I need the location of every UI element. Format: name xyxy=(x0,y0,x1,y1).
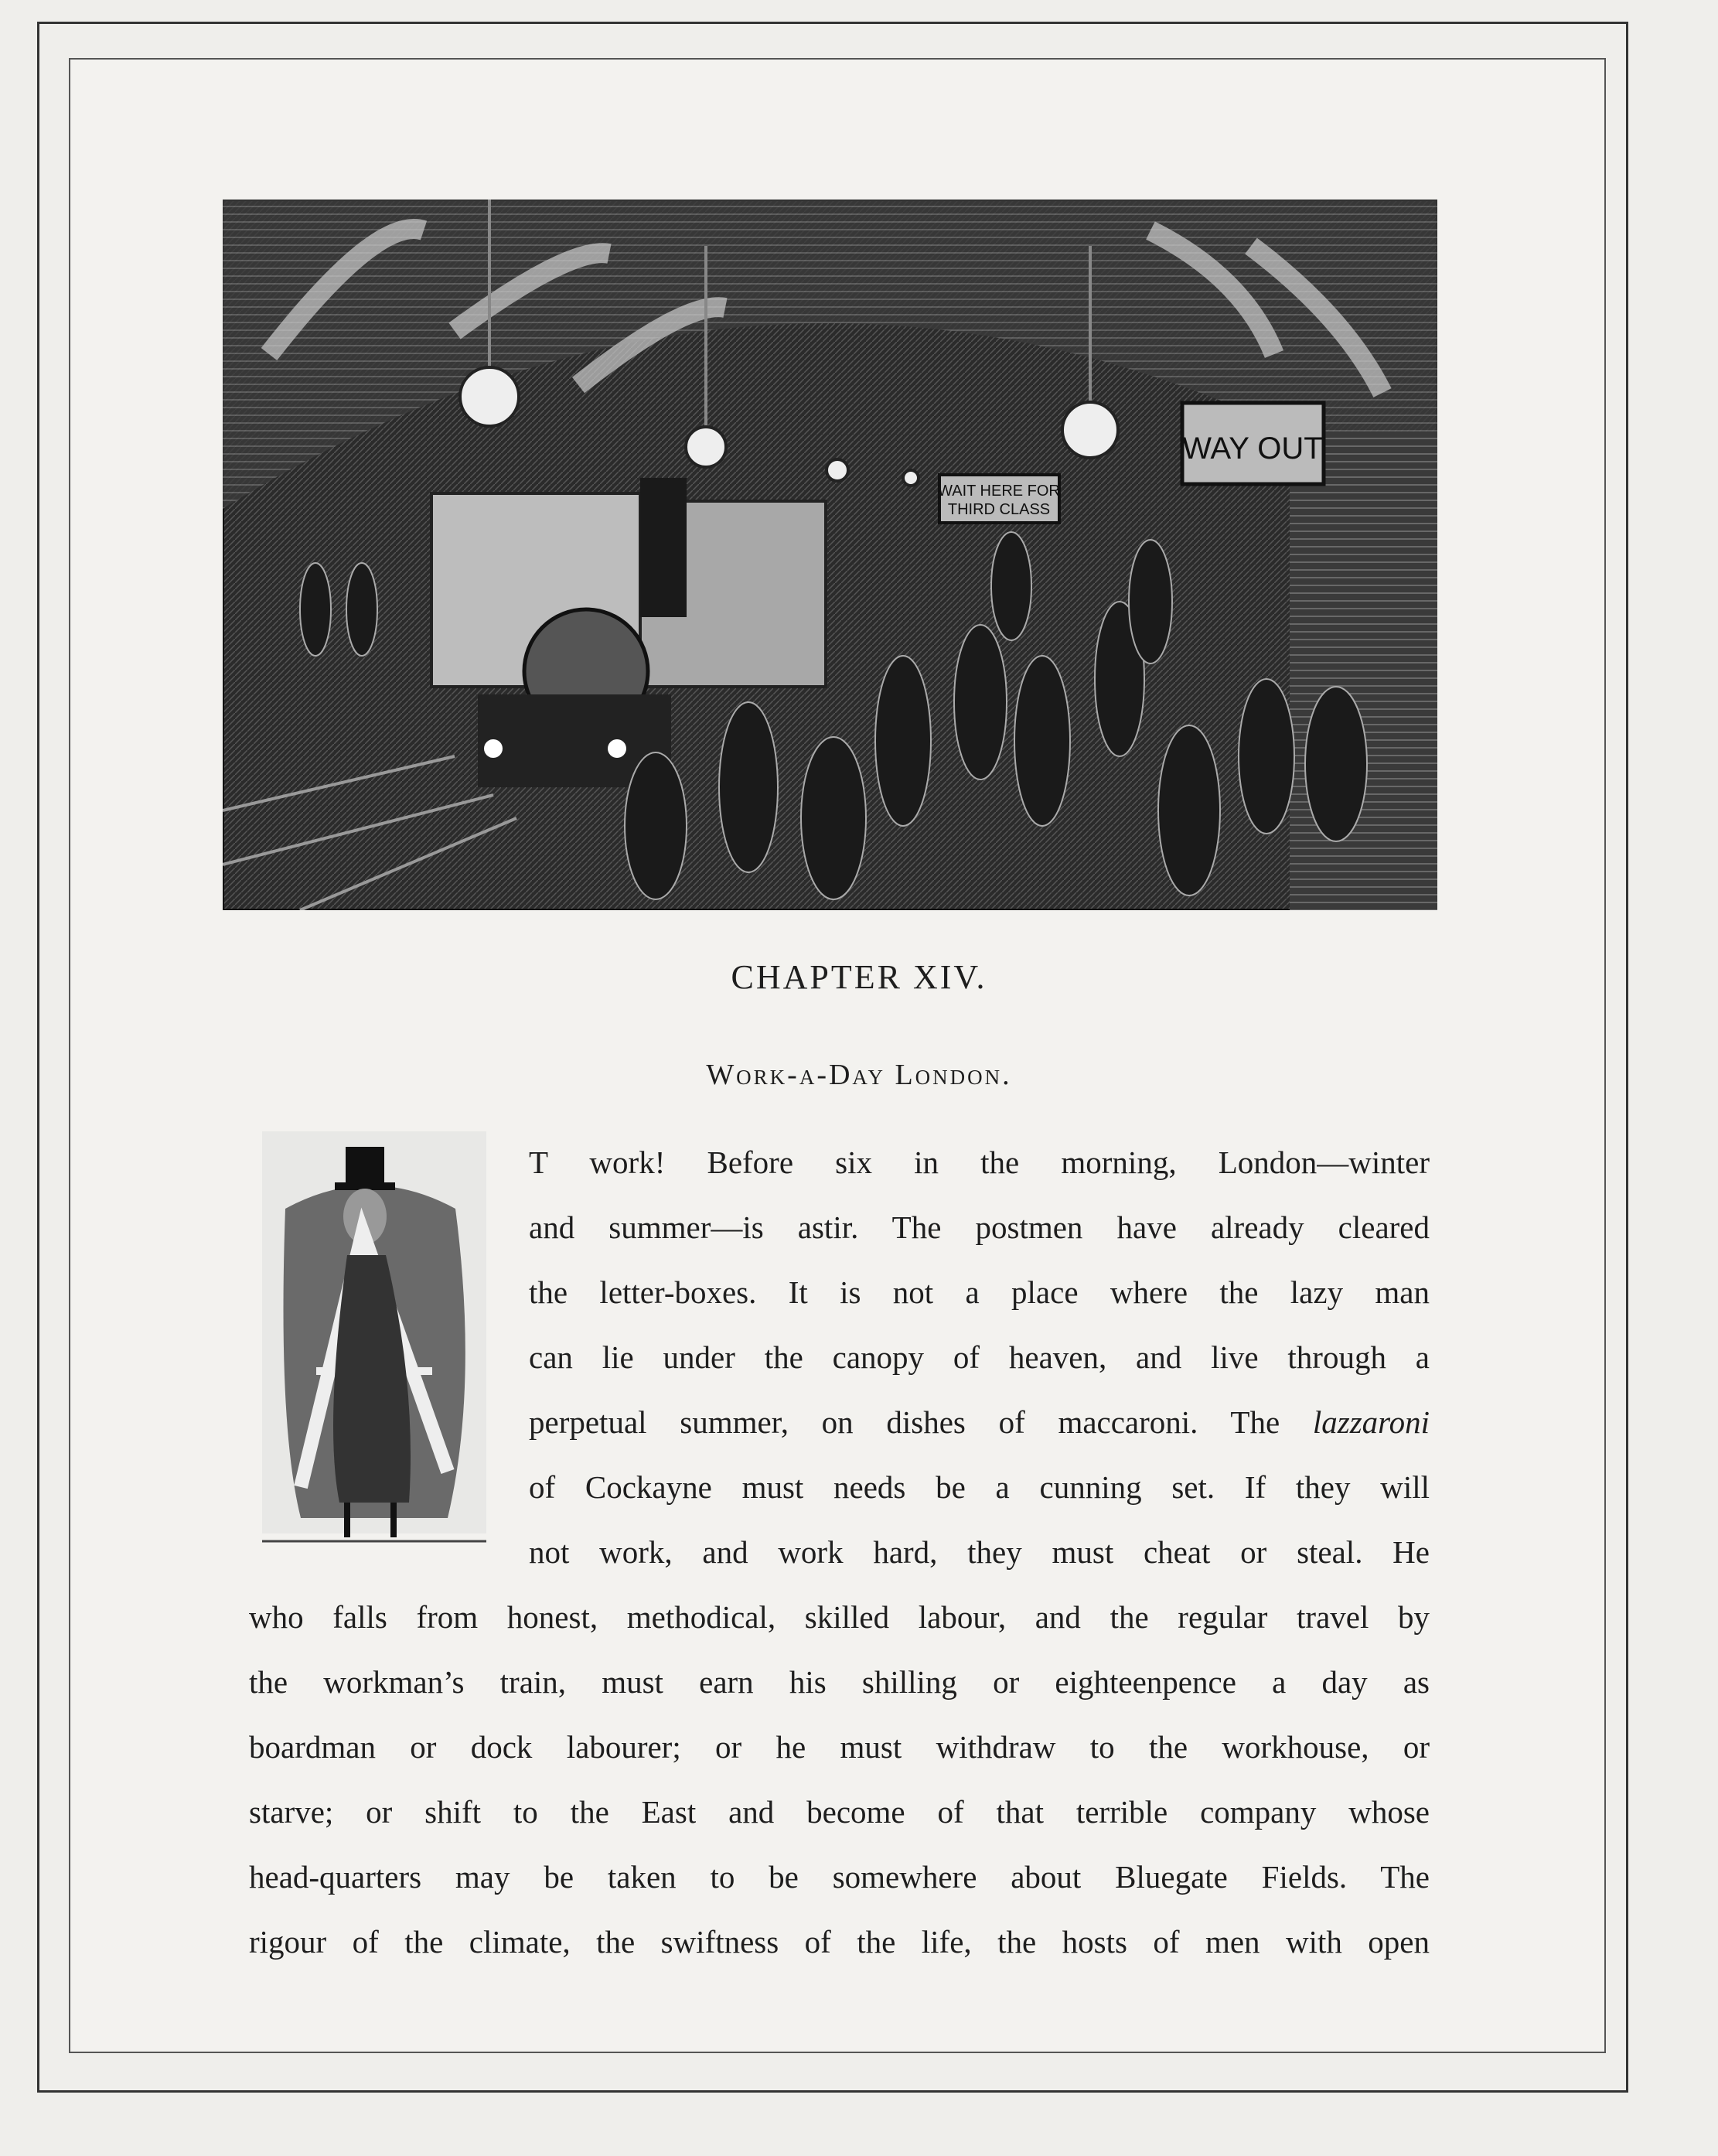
body-line: of Cockayne must needs be a cunning set. If they will xyxy=(529,1469,1430,1505)
italic-word: lazzaroni xyxy=(1312,1404,1430,1440)
boardman-vignette xyxy=(254,1116,491,1556)
body-line: starve; or shift to the East and become of that terrible company whose xyxy=(249,1794,1430,1830)
body-line: head-quarters may be taken to be somewhere about Bluegate Fields. The xyxy=(249,1859,1430,1895)
way-out-sign-text: WAY OUT xyxy=(1182,432,1323,466)
body-line: can lie under the canopy of heaven, and live through a xyxy=(529,1339,1430,1375)
body-line: and summer—is astir. The postmen have already cleared xyxy=(529,1209,1430,1245)
wait-sign-line1: WAIT HERE FOR xyxy=(938,483,1060,500)
body-line: perpetual summer, on dishes of maccaroni. The lazzaroni xyxy=(529,1404,1430,1440)
wait-here-sign xyxy=(938,475,1060,523)
chapter-number: CHAPTER XIV. xyxy=(731,958,987,996)
way-out-sign xyxy=(1182,403,1324,484)
body-line: rigour of the climate, the swiftness of the life, the hosts of men with open xyxy=(249,1924,1430,1960)
body-line: boardman or dock labourer; or he must withdraw to the workhouse, or xyxy=(249,1729,1430,1765)
underground-station-engraving xyxy=(223,200,1437,910)
body-line: T work! Before six in the morning, London—winter xyxy=(529,1145,1430,1180)
body-line: the workman’s train, must earn his shilling or eighteenpence a day as xyxy=(249,1664,1430,1700)
body-line: the letter-boxes. It is not a place where the lazy man xyxy=(529,1274,1430,1310)
body-line: not work, and work hard, they must cheat or steal. He xyxy=(529,1534,1430,1570)
body-line: who falls from honest, methodical, skilled labour, and the regular travel by xyxy=(249,1599,1430,1635)
wait-sign-line2: THIRD CLASS xyxy=(947,501,1051,518)
chapter-title: Work-a-Day London. xyxy=(706,1059,1012,1091)
